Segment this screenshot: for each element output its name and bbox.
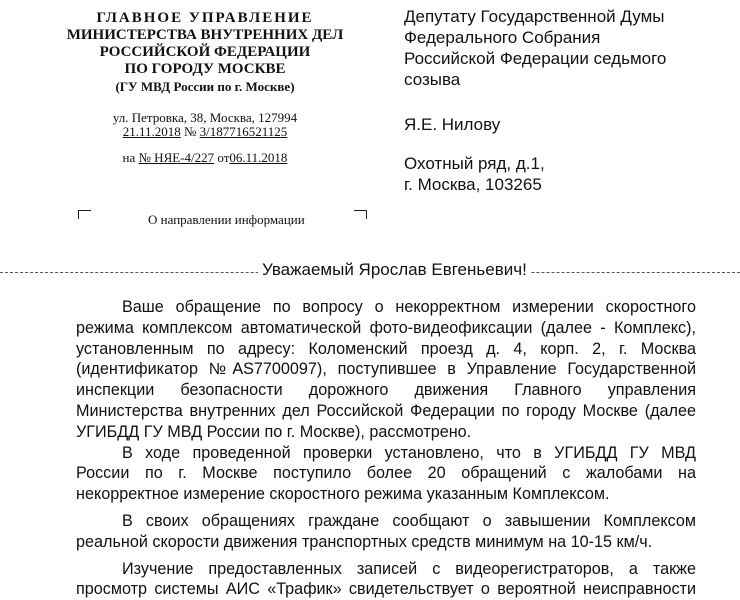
outgoing-date: 21.11.2018 [122,124,181,139]
letter-subject: О направлении информации [148,212,305,227]
body-line: установленным по адресу: Коломенский проезд д. 4, корп. 2, г. Москва [76,339,696,358]
ref-mid: от [217,150,230,165]
sender-address: ул. Петровка, 38, Москва, 127994 [112,110,298,125]
sender-org-line4: ПО ГОРОДУ МОСКВЕ [124,61,286,77]
body-line: (идентификатор №AS7700097), поступившее в Управление Государственной [76,360,696,379]
body-line: просмотр системы АИС «Трафик» свидетельствует о вероятной неисправности [76,580,696,599]
subject-bracket-left [78,210,91,219]
sender-org-line3: РОССИЙСКОЙ ФЕДЕРАЦИИ [99,44,311,60]
letter-body [76,297,696,600]
addressee-line4: созыва [404,70,461,89]
sender-org-line1: ГЛАВНОЕ УПРАВЛЕНИЕ [96,10,314,26]
body-line: режима комплексом автоматической фото-видеофиксации (далее - Комплекс), [76,318,696,337]
body-line: Изучение предоставленных записей с видеорегистраторов, а также [122,559,696,578]
body-line: УГИБДД ГУ МВД России по г. Москве), рассмотрено. [76,422,472,441]
ref-date: 06.11.2018 [229,150,288,165]
outgoing-reference [40,124,370,140]
outgoing-number: 3/187716521125 [199,124,288,139]
body-line: России по г. Москве поступило более 20 обращений с жалобами на [76,464,696,483]
addressee-line3: Российской Федерации седьмого [404,49,667,68]
sender-org-abbr: (ГУ МВД России по г. Москве) [115,79,295,94]
greeting: Уважаемый Ярослав Евгеньевич! [258,260,531,280]
number-sign: № [183,124,197,139]
body-line: инспекции безопасности дорожного движения Главного управления [76,381,696,400]
ref-number: № НЯЕ-4/227 [138,150,215,165]
ref-prefix: на [122,150,136,165]
addressee-block [404,6,734,195]
addressee-city: г. Москва, 103265 [404,175,542,194]
body-line: реальной скорости движения транспортных средств минимум на 10-15 км/ч. [76,532,653,551]
body-line: Ваше обращение по вопросу о некорректном измерении скоростного [122,298,696,316]
body-line: В своих обращениях граждане сообщают о завышении Комплексом [122,511,696,530]
addressee-name: Я.Е. Нилову [404,115,501,134]
subject-bracket-right [354,210,367,219]
addressee-line2: Федерального Собрания [404,28,601,47]
addressee-street: Охотный ряд, д.1, [404,154,545,173]
body-line: некорректное измерение скоростного режима указанным Комплексом. [76,485,610,504]
sender-org-line2: МИНИСТЕРСТВА ВНУТРЕННИХ ДЕЛ [66,27,344,43]
body-line: Министерства внутренних дел Российской Федерации по городу Москве (далее [76,401,696,420]
incoming-reference [40,150,370,166]
addressee-line1: Депутату Государственной Думы [404,7,665,26]
body-line: В ходе проведенной проверки установлено, что в УГИБДД ГУ МВД [122,443,696,462]
